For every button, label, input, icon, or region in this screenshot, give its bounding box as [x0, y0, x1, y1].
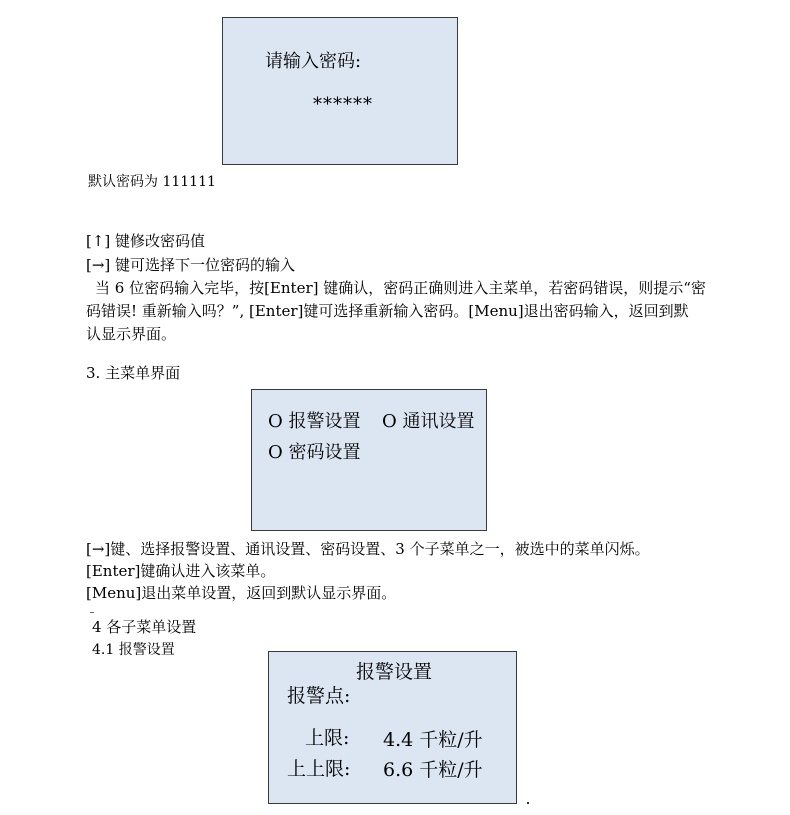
- password-screen: [222, 17, 458, 165]
- upper-limit-label: 上限:: [305, 727, 350, 749]
- menu-item-password-settings: O 密码设置: [268, 442, 361, 463]
- menu-note-menu-key: [Menu]退出菜单设置，返回到默认显示界面。: [86, 584, 397, 602]
- default-password-note: 默认密码为 111111: [88, 174, 216, 190]
- key-right-note: [→] 键可选择下一位密码的输入: [86, 256, 296, 274]
- menu-item-alarm-settings: O 报警设置: [268, 411, 361, 432]
- upper-limit-value: 4.4 千粒/升: [383, 729, 483, 751]
- menu-note-right-key: [→]键、选择报警设置、通讯设置、密码设置、3 个子菜单之一，被选中的菜单闪烁。: [86, 540, 650, 558]
- menu-note-enter-key: [Enter]键确认进入该菜单。: [86, 562, 276, 580]
- stray-dot: [527, 802, 529, 804]
- confirm-paragraph-line-1: 当 6 位密码输入完毕，按[Enter] 键确认，密码正确则进入主菜单，若密码错误，则提示“密: [95, 279, 706, 297]
- upper-upper-limit-label: 上上限:: [287, 758, 351, 780]
- password-prompt: 请输入密码:: [265, 51, 362, 72]
- password-mask: ******: [313, 94, 373, 115]
- alarm-point-label: 报警点:: [287, 685, 351, 707]
- section-3-heading: 3. 主菜单界面: [86, 364, 181, 382]
- main-menu-screen: [251, 389, 487, 531]
- stray-dash: [90, 612, 94, 613]
- confirm-paragraph-line-2: 码错误! 重新输入吗？”, [Enter]键可选择重新输入密码。[Menu]退出密码输入，返回到默: [86, 302, 689, 320]
- section-4-heading: 4 各子菜单设置: [92, 618, 197, 636]
- menu-item-comm-settings: O 通讯设置: [382, 411, 475, 432]
- section-4-1-heading: 4.1 报警设置: [92, 642, 175, 658]
- upper-upper-limit-value: 6.6 千粒/升: [383, 759, 483, 781]
- alarm-settings-screen: [268, 651, 517, 804]
- alarm-screen-title: 报警设置: [356, 661, 433, 683]
- key-up-note: [↑] 键修改密码值: [86, 232, 206, 250]
- confirm-paragraph-line-3: 认显示界面。: [86, 325, 177, 343]
